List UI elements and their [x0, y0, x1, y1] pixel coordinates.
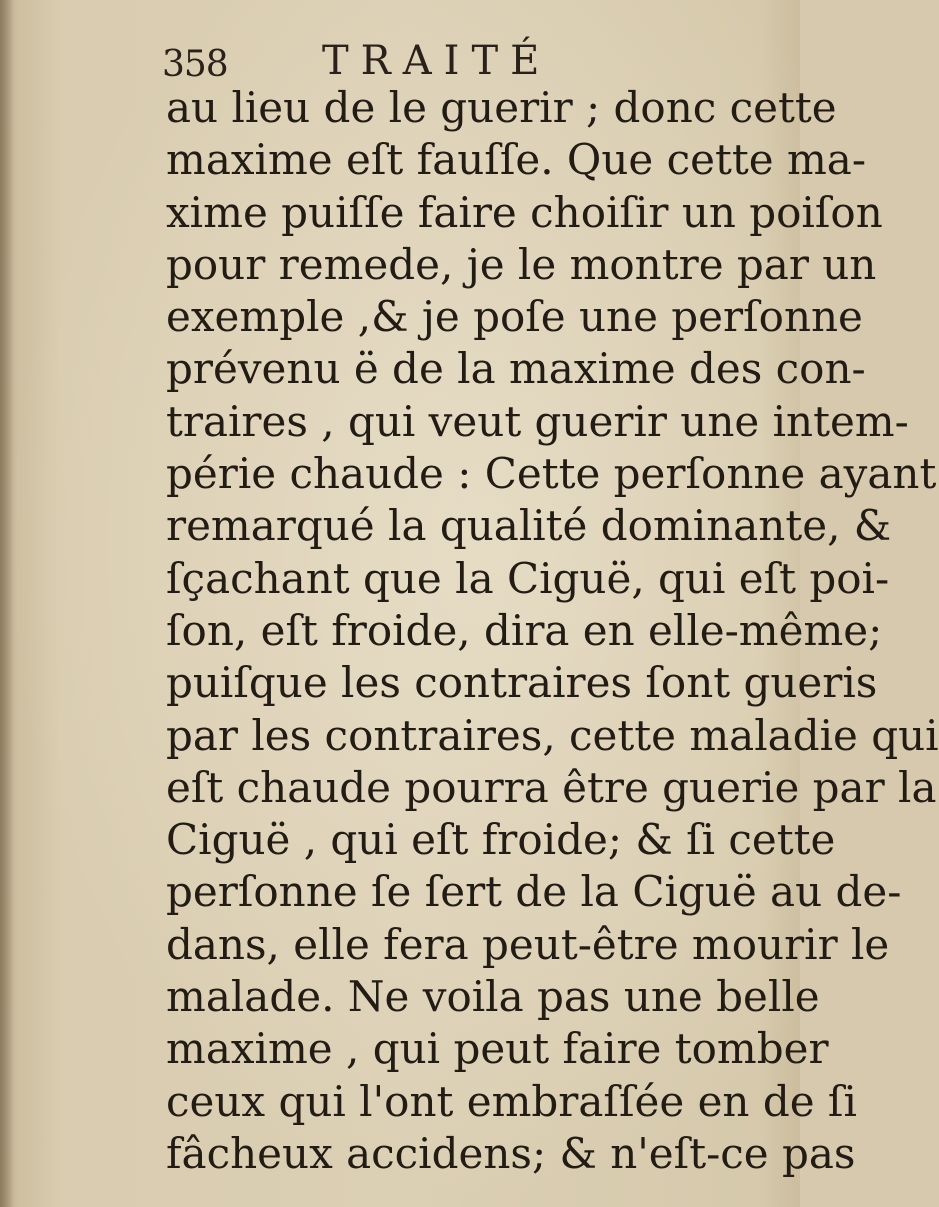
text-line: ceux qui l'ont embraſſée en de ſi	[166, 1076, 857, 1126]
text-line: perſonne ſe ſert de la Ciguë au de-	[166, 867, 902, 917]
text-line: au lieu de le guerir ; donc cette	[166, 83, 837, 132]
running-title: TRAITÉ	[322, 38, 552, 84]
text-line: remarqué la qualité dominante, &	[166, 501, 892, 551]
text-line: périe chaude : Cette perſonne ayant	[166, 449, 937, 499]
text-line: dans, elle fera peut-être mourir le	[166, 919, 890, 969]
text-line: ſon, eſt froide, dira en elle-même;	[166, 605, 883, 655]
page-number: 358	[162, 44, 228, 85]
text-line: fâcheux accidens; & n'eſt-ce pas	[166, 1128, 856, 1178]
body-text	[166, 82, 939, 1180]
text-line: pour remede, je le montre par un	[166, 239, 877, 289]
text-line: malade. Ne voila pas une belle	[166, 972, 820, 1022]
text-line: par les contraires, cette maladie qui	[166, 710, 939, 760]
text-line: xime puiſſe faire choiſir un poiſon	[166, 187, 883, 237]
text-line: exemple ,& je poſe une perſonne	[166, 292, 863, 342]
text-line: eſt chaude pourra être guerie par la	[166, 762, 937, 812]
text-line: maxime , qui peut faire tomber	[166, 1024, 829, 1074]
text-line: ſçachant que la Ciguë, qui eſt poi-	[166, 553, 890, 603]
text-line: puiſque les contraires ſont gueris	[166, 658, 878, 708]
spine-shadow	[0, 0, 14, 1207]
text-line: prévenu ë de la maxime des con-	[166, 344, 866, 394]
text-line: Ciguë , qui eſt froide; & ſi cette	[166, 815, 836, 865]
text-line: traires , qui veut guerir une intem-	[166, 396, 909, 446]
text-line: maxime eſt fauſſe. Que cette ma-	[166, 135, 867, 185]
